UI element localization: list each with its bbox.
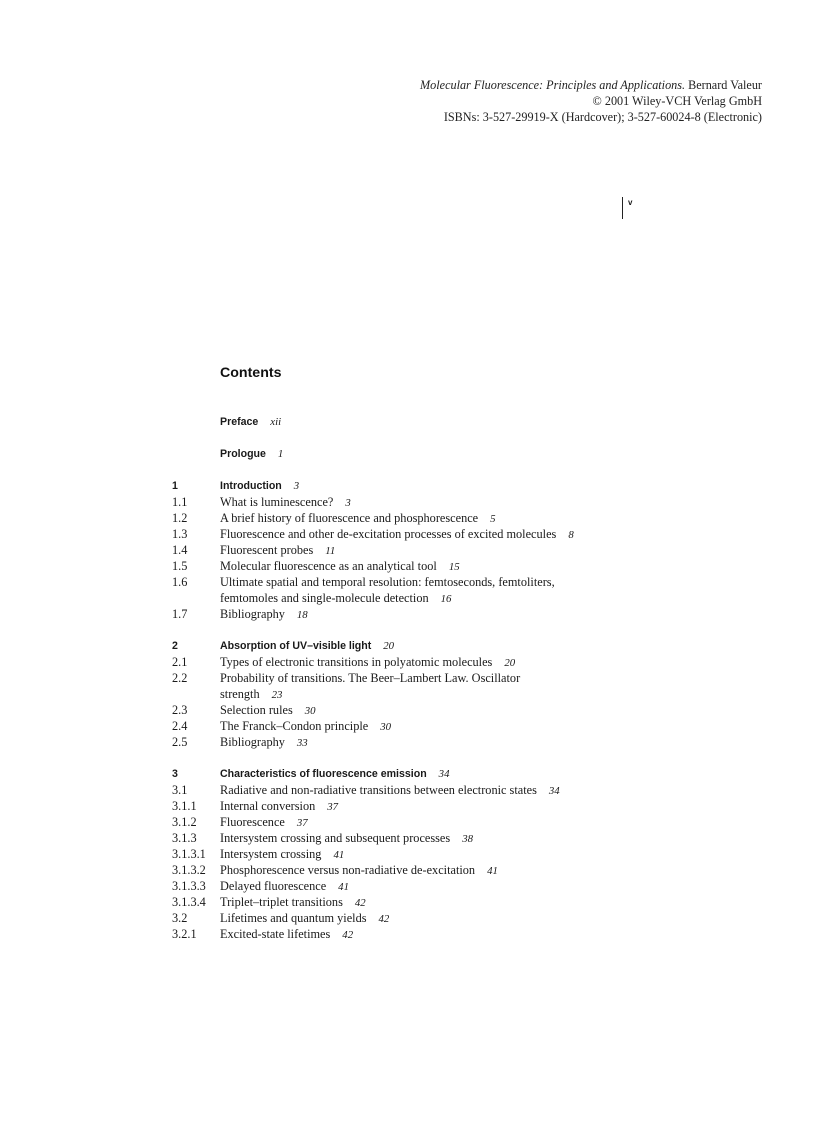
toc-number: 3.1.3.3	[172, 879, 206, 893]
toc-page: 42	[354, 897, 366, 909]
toc-title: Absorption of UV–visible light	[220, 640, 372, 652]
toc-page: 41	[333, 849, 345, 861]
book-title: Molecular Fluorescence: Principles and Applications.	[420, 78, 686, 92]
toc-page: 16	[440, 593, 452, 605]
toc-title: Bibliography	[220, 607, 285, 621]
toc-page: 15	[448, 561, 460, 573]
toc-section-1-7[interactable]	[172, 606, 642, 622]
toc-number: 2.1	[172, 655, 188, 669]
toc-number: 3.2.1	[172, 927, 197, 941]
toc-page: 34	[548, 785, 560, 797]
toc-section-1-6[interactable]	[172, 574, 602, 606]
toc-title: Intersystem crossing	[220, 847, 322, 861]
toc-section-3-1-3-2[interactable]	[172, 862, 642, 878]
toc-page: 3	[345, 497, 351, 509]
toc-section-1-4[interactable]	[172, 542, 642, 558]
toc-title: Fluorescence	[220, 815, 285, 829]
toc-number: 3.1.3.1	[172, 847, 206, 861]
toc-page: 41	[487, 865, 498, 877]
isbn-line: ISBNs: 3-527-29919-X (Hardcover); 3-527-60024-8 (Electronic)	[443, 109, 762, 124]
toc-number: 3.1	[172, 783, 188, 797]
toc-title: Phosphorescence versus non-radiative de-excitation	[220, 863, 476, 877]
toc-section-1-5[interactable]	[172, 558, 642, 574]
toc-section-1-3[interactable]	[172, 526, 642, 542]
toc-title: Excited-state lifetimes	[220, 927, 331, 941]
toc-section-2-1[interactable]	[172, 654, 642, 670]
toc-title: Types of electronic transitions in polyatomic molecules	[220, 655, 493, 669]
toc-number: 1	[172, 480, 178, 492]
toc-section-3-2[interactable]	[172, 910, 642, 926]
toc-number: 1.5	[172, 559, 188, 573]
toc-page: 23	[271, 689, 283, 701]
toc-number: 3.1.1	[172, 799, 197, 813]
toc-page: xii	[270, 416, 282, 428]
toc-section-1-1[interactable]	[172, 494, 642, 510]
toc-section-2-5[interactable]	[172, 734, 642, 750]
toc-number: 3.1.3	[172, 831, 197, 845]
toc-page: 30	[304, 705, 316, 717]
toc-page: 30	[380, 721, 392, 733]
table-of-contents	[172, 414, 642, 942]
toc-title: Lifetimes and quantum yields	[220, 911, 367, 925]
copyright-line: © 2001 Wiley-VCH Verlag GmbH	[592, 93, 762, 108]
toc-number: 1.2	[172, 511, 188, 525]
toc-section-3-2-1[interactable]	[172, 926, 642, 942]
book-author: Bernard Valeur	[685, 78, 762, 92]
toc-number: 2.2	[172, 671, 188, 685]
toc-page: 5	[490, 513, 496, 525]
toc-title: What is luminescence?	[220, 495, 334, 509]
toc-page: 41	[338, 881, 349, 893]
toc-number: 1.1	[172, 495, 188, 509]
toc-page: 33	[296, 737, 308, 749]
toc-title: Internal conversion	[220, 799, 316, 813]
toc-number: 1.4	[172, 543, 188, 557]
toc-number: 2.3	[172, 703, 188, 717]
toc-section-3-1-3[interactable]	[172, 830, 642, 846]
toc-title: Molecular fluorescence as an analytical tool	[220, 559, 437, 573]
toc-number: 1.7	[172, 607, 188, 621]
toc-prologue[interactable]	[172, 446, 642, 462]
toc-page: 1	[277, 448, 284, 460]
toc-chapter-2[interactable]	[172, 638, 642, 654]
contents-heading: Contents	[220, 365, 282, 381]
toc-page: 42	[342, 929, 354, 941]
toc-number: 2	[172, 640, 178, 652]
toc-title: Radiative and non-radiative transitions between electronic states	[220, 783, 537, 797]
toc-page: 38	[462, 833, 473, 845]
toc-title: Probability of transitions. The Beer–Lambert Law. Oscillator strength	[220, 671, 521, 701]
toc-number: 3.1.2	[172, 815, 197, 829]
toc-section-2-4[interactable]	[172, 718, 642, 734]
toc-page: 8	[568, 529, 574, 541]
toc-page: 34	[438, 768, 450, 780]
toc-number: 3.1.3.4	[172, 895, 206, 909]
toc-chapter-1[interactable]	[172, 478, 642, 494]
toc-page: 20	[383, 640, 395, 652]
toc-number: 2.5	[172, 735, 188, 749]
toc-chapter-3[interactable]	[172, 766, 642, 782]
toc-number: 3	[172, 768, 178, 780]
toc-title: Characteristics of fluorescence emission	[220, 768, 427, 780]
toc-number: 1.6	[172, 575, 188, 589]
running-header	[420, 78, 762, 125]
toc-title: Bibliography	[220, 735, 285, 749]
toc-title: Intersystem crossing and subsequent processes	[220, 831, 451, 845]
toc-page: 11	[325, 545, 336, 557]
toc-section-2-2[interactable]	[172, 670, 552, 702]
toc-section-2-3[interactable]	[172, 702, 642, 718]
toc-title: Fluorescence and other de-excitation processes of excited molecules	[220, 527, 557, 541]
toc-title: Preface	[220, 416, 259, 428]
page-folio: v	[622, 197, 632, 219]
toc-number: 3.1.3.2	[172, 863, 206, 877]
toc-title: The Franck–Condon principle	[220, 719, 369, 733]
toc-section-3-1-3-3[interactable]	[172, 878, 642, 894]
toc-title: Triplet–triplet transitions	[220, 895, 343, 909]
toc-number: 2.4	[172, 719, 188, 733]
toc-section-1-2[interactable]	[172, 510, 642, 526]
toc-title: Ultimate spatial and temporal resolution: femtoseconds, femtoliters, femtomoles and single-molecule detection	[220, 575, 555, 605]
toc-page: 3	[293, 480, 300, 492]
toc-section-3-1[interactable]	[172, 782, 642, 798]
toc-page: 37	[296, 817, 308, 829]
toc-title: A brief history of fluorescence and phosphorescence	[220, 511, 479, 525]
toc-page: 20	[504, 657, 516, 669]
toc-title: Selection rules	[220, 703, 293, 717]
toc-title: Prologue	[220, 448, 266, 460]
toc-title: Delayed fluorescence	[220, 879, 327, 893]
toc-title: Introduction	[220, 480, 282, 492]
toc-page: 18	[296, 609, 308, 621]
toc-number: 1.3	[172, 527, 188, 541]
toc-preface[interactable]	[172, 414, 642, 430]
toc-number: 3.2	[172, 911, 188, 925]
toc-title: Fluorescent probes	[220, 543, 314, 557]
toc-page: 37	[327, 801, 339, 813]
header-citation-line	[420, 78, 762, 94]
toc-section-3-1-3-1[interactable]	[172, 846, 642, 862]
toc-page: 42	[378, 913, 390, 925]
toc-section-3-1-1[interactable]	[172, 798, 642, 814]
toc-section-3-1-2[interactable]	[172, 814, 642, 830]
toc-section-3-1-3-4[interactable]	[172, 894, 642, 910]
